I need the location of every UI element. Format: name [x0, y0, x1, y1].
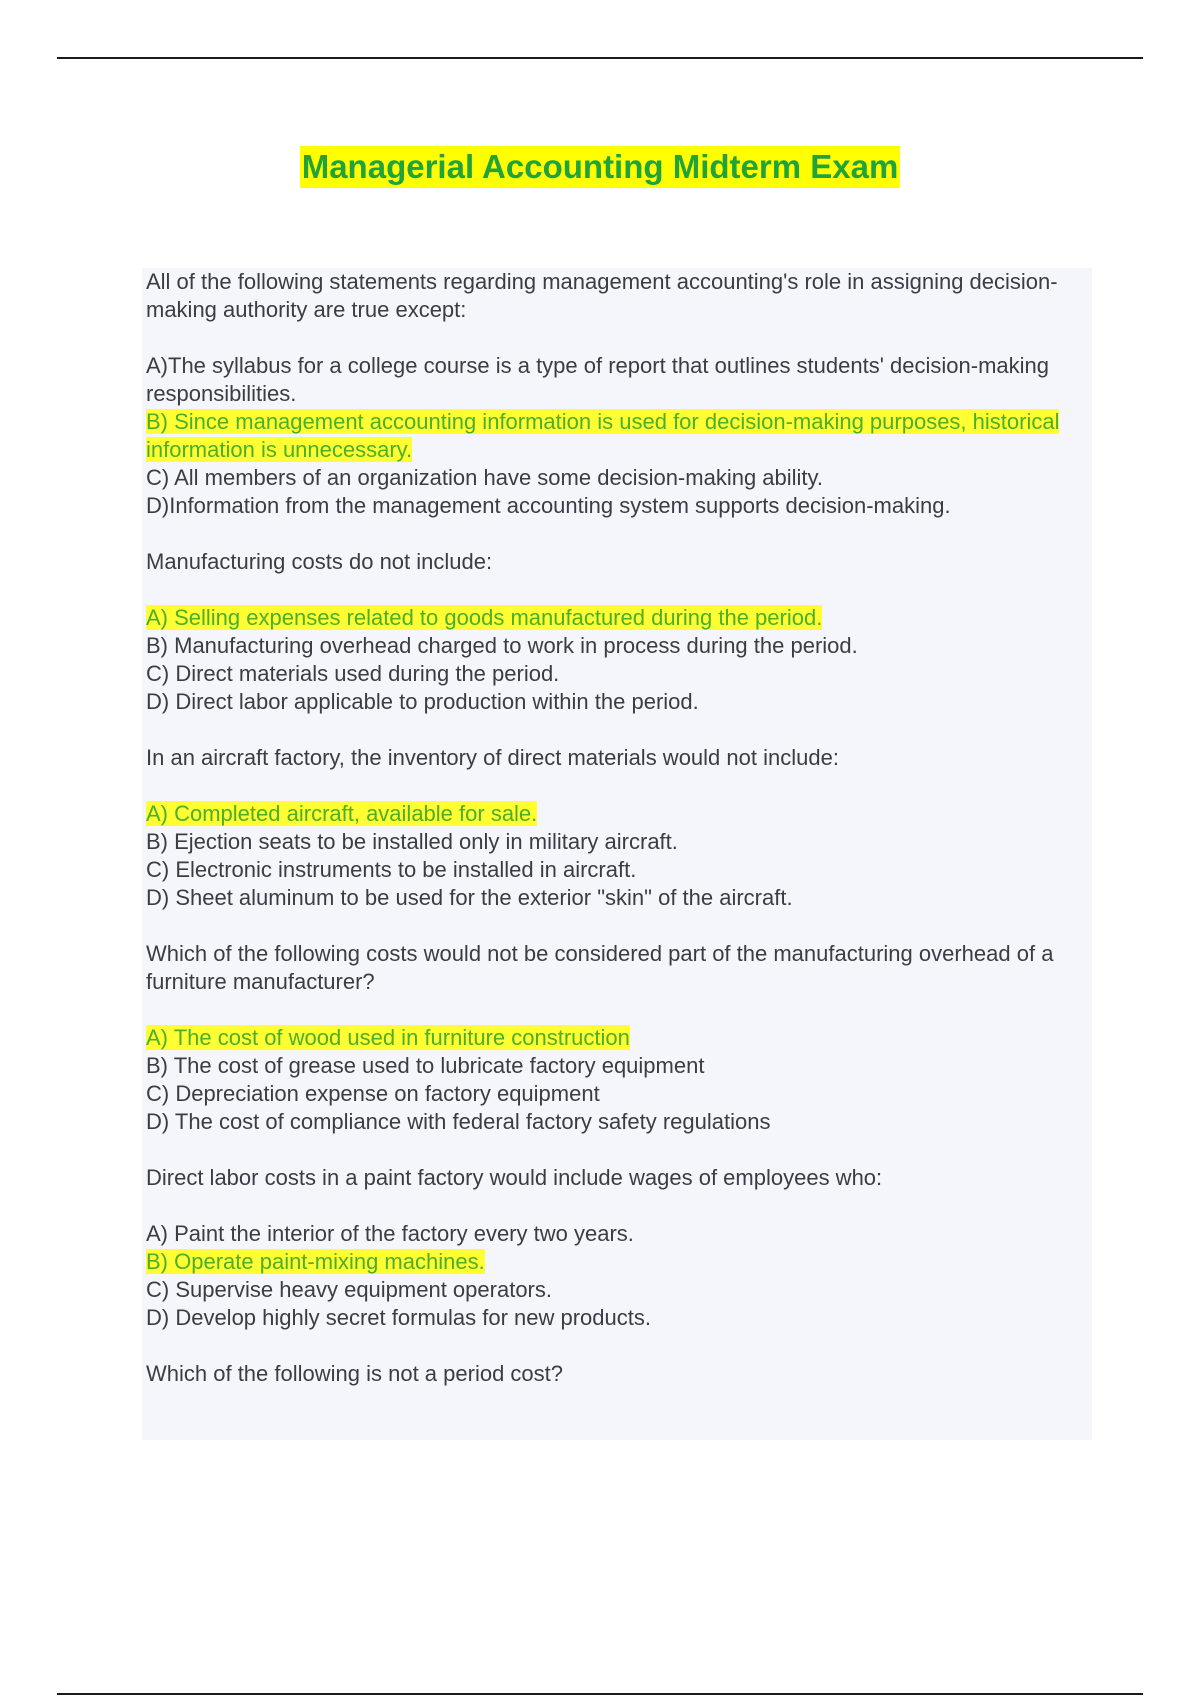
answer-option-text: D) The cost of compliance with federal factory safety regulations	[146, 1109, 771, 1134]
answer-option-correct	[146, 1024, 1076, 1052]
question-text: Which of the following costs would not be considered part of the manufacturing overhead of a furniture manufacturer?	[146, 941, 1054, 994]
answer-option-text: A)The syllabus for a college course is a type of report that outlines students' decision-making responsibilities.	[146, 353, 1049, 406]
answer-option	[146, 1304, 1076, 1332]
question-block	[146, 744, 1076, 912]
answer-option-text: C) Depreciation expense on factory equipment	[146, 1081, 600, 1106]
answer-option	[146, 688, 1076, 716]
answer-option	[146, 856, 1076, 884]
answer-option-text: D) Direct labor applicable to production within the period.	[146, 689, 699, 714]
question-block	[146, 548, 1076, 716]
title-container	[0, 146, 1200, 188]
answer-option-text: C) Direct materials used during the period.	[146, 661, 560, 686]
question-text: All of the following statements regarding management accounting's role in assigning decision-making authority are true except:	[146, 269, 1058, 322]
answer-option-text: B) Manufacturing overhead charged to work in process during the period.	[146, 633, 858, 658]
answer-option-text: A) Completed aircraft, available for sale.	[146, 801, 538, 826]
question-block	[146, 940, 1076, 1136]
page-title: Managerial Accounting Midterm Exam	[300, 146, 901, 188]
question-text: In an aircraft factory, the inventory of direct materials would not include:	[146, 745, 839, 770]
answer-option-text: A) Selling expenses related to goods manufactured during the period.	[146, 605, 823, 630]
question-text: Direct labor costs in a paint factory would include wages of employees who:	[146, 1165, 883, 1190]
question-block	[146, 268, 1076, 520]
answer-option	[146, 828, 1076, 856]
answer-option-text: C) Electronic instruments to be installed in aircraft.	[146, 857, 637, 882]
question-text: Which of the following is not a period cost?	[146, 1361, 564, 1386]
answer-option-correct	[146, 408, 1076, 464]
answer-option-correct	[146, 1248, 1076, 1276]
answer-option-correct	[146, 604, 1076, 632]
spacer	[146, 996, 1076, 1024]
top-rule	[57, 57, 1143, 59]
answer-option-text: C) All members of an organization have some decision-making ability.	[146, 465, 824, 490]
spacer	[146, 772, 1076, 800]
answer-option-correct	[146, 800, 1076, 828]
answer-option	[146, 632, 1076, 660]
answer-option	[146, 1080, 1076, 1108]
answer-option	[146, 884, 1076, 912]
answer-option	[146, 660, 1076, 688]
question-block	[146, 1164, 1076, 1332]
answer-option-text: B) Ejection seats to be installed only in military aircraft.	[146, 829, 678, 854]
answer-option-text: D)Information from the management accounting system supports decision-making.	[146, 493, 951, 518]
spacer	[146, 576, 1076, 604]
answer-option	[146, 352, 1076, 408]
answer-option	[146, 1220, 1076, 1248]
answer-option-text: A) The cost of wood used in furniture construction	[146, 1025, 630, 1050]
question-block	[146, 1360, 1076, 1388]
answer-option-text: D) Sheet aluminum to be used for the exterior "skin" of the aircraft.	[146, 885, 793, 910]
spacer	[146, 1192, 1076, 1220]
answer-option-text: B) The cost of grease used to lubricate factory equipment	[146, 1053, 705, 1078]
answer-option-text: B) Operate paint-mixing machines.	[146, 1249, 485, 1274]
answer-option-text: B) Since management accounting information is used for decision-making purposes, historical information is unnecessary.	[146, 409, 1060, 462]
answer-option-text: D) Develop highly secret formulas for new products.	[146, 1305, 651, 1330]
answer-option	[146, 1108, 1076, 1136]
answer-option	[146, 492, 1076, 520]
answer-option	[146, 1276, 1076, 1304]
answer-option	[146, 464, 1076, 492]
answer-option-text: A) Paint the interior of the factory every two years.	[146, 1221, 634, 1246]
answer-option-text: C) Supervise heavy equipment operators.	[146, 1277, 552, 1302]
question-text: Manufacturing costs do not include:	[146, 549, 493, 574]
spacer	[146, 324, 1076, 352]
answer-option	[146, 1052, 1076, 1080]
question-list	[146, 268, 1076, 1416]
bottom-rule	[57, 1693, 1143, 1695]
